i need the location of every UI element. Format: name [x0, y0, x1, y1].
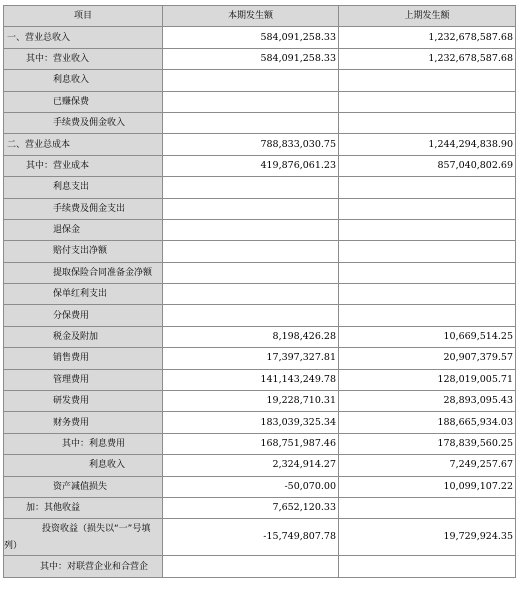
- current-value: [163, 177, 339, 198]
- previous-value: 178,839,560.25: [339, 433, 516, 454]
- table-row: [4, 519, 516, 556]
- previous-value: 19,729,924.35: [339, 519, 516, 556]
- previous-value: [339, 219, 516, 240]
- table-row: [4, 219, 516, 240]
- row-label: 提取保险合同准备金净额: [4, 262, 163, 283]
- current-value: [163, 198, 339, 219]
- current-value: 183,039,325.34: [163, 412, 339, 433]
- row-label: 其中：对联营企业和合营企: [4, 556, 163, 577]
- previous-value: 1,232,678,587.68: [339, 27, 516, 48]
- table-row: [4, 369, 516, 390]
- current-value: [163, 262, 339, 283]
- table-row: [4, 476, 516, 497]
- table-row: [4, 455, 516, 476]
- current-value: 2,324,914.27: [163, 455, 339, 476]
- previous-value: 1,232,678,587.68: [339, 48, 516, 69]
- previous-value: [339, 91, 516, 112]
- row-label: 已赚保费: [4, 91, 163, 112]
- table-row: [4, 27, 516, 48]
- previous-value: [339, 262, 516, 283]
- income-statement-table: [3, 5, 516, 578]
- current-value: 788,833,030.75: [163, 134, 339, 155]
- current-value: 8,198,426.28: [163, 326, 339, 347]
- row-label: 管理费用: [4, 369, 163, 390]
- table-row: [4, 262, 516, 283]
- row-label: 手续费及佣金收入: [4, 112, 163, 133]
- current-value: [163, 284, 339, 305]
- table-row: [4, 305, 516, 326]
- previous-value: [339, 556, 516, 577]
- previous-value: [339, 198, 516, 219]
- table-row: [4, 284, 516, 305]
- current-value: -50,070.00: [163, 476, 339, 497]
- row-label: 研发费用: [4, 391, 163, 412]
- current-value: 17,397,327.81: [163, 348, 339, 369]
- current-value: 584,091,258.33: [163, 27, 339, 48]
- previous-value: [339, 70, 516, 91]
- previous-value: [339, 112, 516, 133]
- table-row: [4, 556, 516, 577]
- table-row: [4, 241, 516, 262]
- row-label: 保单红利支出: [4, 284, 163, 305]
- row-label: 其中：营业成本: [4, 155, 163, 176]
- row-label: 利息收入: [4, 70, 163, 91]
- current-value: [163, 219, 339, 240]
- row-label: 财务费用: [4, 412, 163, 433]
- table-row: [4, 497, 516, 518]
- previous-value: 188,665,934.03: [339, 412, 516, 433]
- row-label: 退保金: [4, 219, 163, 240]
- current-value: [163, 91, 339, 112]
- table-row: [4, 348, 516, 369]
- table-row: [4, 70, 516, 91]
- row-label: 投资收益（损失以“一”号填列）: [4, 519, 163, 556]
- table-row: [4, 48, 516, 69]
- previous-value: [339, 177, 516, 198]
- row-label: 利息收入: [4, 455, 163, 476]
- current-value: -15,749,807.78: [163, 519, 339, 556]
- previous-value: [339, 497, 516, 518]
- row-label: 其中：利息费用: [4, 433, 163, 454]
- row-label: 资产减值损失: [4, 476, 163, 497]
- current-value: 584,091,258.33: [163, 48, 339, 69]
- previous-value: [339, 305, 516, 326]
- table-row: [4, 112, 516, 133]
- row-label: 税金及附加: [4, 326, 163, 347]
- row-label: 一、营业总收入: [4, 27, 163, 48]
- previous-value: 10,669,514.25: [339, 326, 516, 347]
- previous-value: 128,019,005.71: [339, 369, 516, 390]
- table-row: [4, 155, 516, 176]
- row-label: 加：其他收益: [4, 497, 163, 518]
- row-label: 手续费及佣金支出: [4, 198, 163, 219]
- current-value: 419,876,061.23: [163, 155, 339, 176]
- current-value: 19,228,710.31: [163, 391, 339, 412]
- table-row: [4, 134, 516, 155]
- table-row: [4, 433, 516, 454]
- current-value: [163, 70, 339, 91]
- table-row: [4, 326, 516, 347]
- table-row: [4, 412, 516, 433]
- current-value: [163, 241, 339, 262]
- previous-value: 28,893,095.43: [339, 391, 516, 412]
- header-previous-period: 上期发生额: [339, 6, 516, 27]
- row-label: 二、营业总成本: [4, 134, 163, 155]
- previous-value: 7,249,257.67: [339, 455, 516, 476]
- row-label: 利息支出: [4, 177, 163, 198]
- current-value: 168,751,987.46: [163, 433, 339, 454]
- table-row: [4, 91, 516, 112]
- row-label: 赔付支出净额: [4, 241, 163, 262]
- previous-value: [339, 241, 516, 262]
- current-value: [163, 556, 339, 577]
- current-value: [163, 305, 339, 326]
- previous-value: 10,099,107.22: [339, 476, 516, 497]
- current-value: 7,652,120.33: [163, 497, 339, 518]
- previous-value: 857,040,802.69: [339, 155, 516, 176]
- header-item: 项目: [4, 6, 163, 27]
- header-current-period: 本期发生额: [163, 6, 339, 27]
- row-label: 其中：营业收入: [4, 48, 163, 69]
- table-header-row: [4, 6, 516, 27]
- table-row: [4, 198, 516, 219]
- row-label: 分保费用: [4, 305, 163, 326]
- current-value: [163, 112, 339, 133]
- current-value: 141,143,249.78: [163, 369, 339, 390]
- previous-value: 1,244,294,838.90: [339, 134, 516, 155]
- table-row: [4, 177, 516, 198]
- previous-value: 20,907,379.57: [339, 348, 516, 369]
- row-label: 销售费用: [4, 348, 163, 369]
- table-row: [4, 391, 516, 412]
- previous-value: [339, 284, 516, 305]
